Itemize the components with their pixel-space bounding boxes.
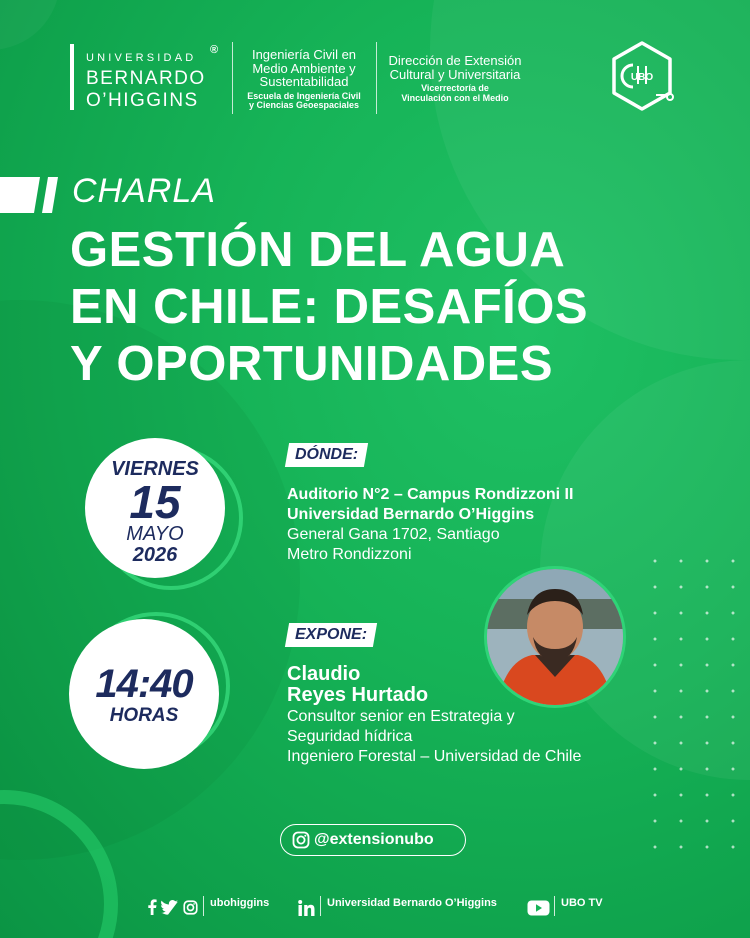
address: General Gana 1702, Santiago [287, 526, 500, 543]
footer-handle[interactable]: ubohiggins [210, 897, 270, 909]
youtube-icon[interactable] [527, 900, 550, 916]
time-unit: HORAS [109, 705, 179, 726]
event-title [70, 222, 710, 393]
footer-university[interactable]: Universidad Bernardo O’Higgins [327, 897, 497, 909]
logo-bar [70, 44, 74, 110]
logo-text-line3: O’HIGGINS [86, 90, 199, 111]
speaker-name-line1: Claudio [287, 663, 361, 685]
metro: Metro Rondizzoni [287, 546, 412, 563]
speaker-tag [285, 623, 377, 647]
cubo-logo-icon [606, 40, 678, 112]
speaker-photo [484, 566, 626, 708]
logo-text-line1: UNIVERSIDAD [86, 52, 197, 64]
registered-mark: ® [210, 44, 219, 56]
extension-block [382, 54, 528, 103]
date-month: MAYO [126, 523, 184, 545]
title-line: GESTIÓN DEL AGUA [70, 223, 566, 277]
facebook-icon[interactable] [146, 899, 158, 915]
venue: Auditorio N°2 – Campus Rondizzoni II [287, 486, 574, 503]
date-circle [85, 438, 225, 578]
instagram-handle: @extensionubo [314, 831, 434, 848]
linkedin-icon[interactable] [298, 900, 315, 916]
footer-divider [320, 896, 321, 916]
extension-line: Cultural y Universitaria [389, 66, 521, 82]
header-divider [232, 42, 233, 114]
school-subline: y Ciencias Geoespaciales [248, 100, 360, 111]
footer-tv[interactable]: UBO TV [561, 897, 603, 909]
time-value: 14:40 [95, 662, 193, 706]
date-weekday: VIERNES [111, 458, 199, 480]
speaker-role: Consultor senior en Estrategia y [287, 708, 515, 725]
title-line: EN CHILE: DESAFÍOS [70, 280, 589, 334]
extension-subline: Vinculación con el Medio [401, 92, 509, 103]
time-circle [69, 619, 219, 769]
speaker-role: Seguridad hídrica [287, 728, 413, 745]
instagram-handle-pill[interactable] [280, 824, 466, 856]
instagram-icon[interactable] [183, 900, 198, 915]
speaker-name-line2: Reyes Hurtado [287, 684, 429, 706]
speaker-portrait-icon [487, 569, 623, 705]
speaker-label: EXPONE: [295, 626, 368, 643]
dot-pattern [642, 548, 747, 868]
school-subline: Escuela de Ingeniería Civil [247, 90, 361, 101]
date-year: 2026 [132, 544, 178, 566]
speaker-role: Ingeniero Forestal – Universidad de Chile [287, 748, 582, 765]
instagram-icon [292, 831, 310, 849]
title-line: Y OPORTUNIDADES [70, 337, 554, 391]
school-line: Ingeniería Civil en [251, 47, 357, 62]
footer-divider [203, 896, 204, 916]
svg-text:UBO: UBO [630, 72, 654, 83]
logo-text-line2: BERNARDO [86, 68, 206, 89]
extension-subline: Vicerrectoría de [421, 83, 489, 94]
university-logo [70, 42, 220, 114]
extension-line: Dirección de Extensión [388, 53, 522, 68]
institution: Universidad Bernardo O’Higgins [287, 506, 535, 523]
header-divider [376, 42, 377, 114]
school-block [240, 48, 368, 111]
twitter-icon[interactable] [161, 900, 179, 915]
footer-divider [554, 896, 555, 916]
event-type: CHARLA [72, 172, 216, 210]
title-slashes-icon [0, 177, 70, 213]
where-info [287, 485, 573, 565]
date-day: 15 [129, 476, 181, 528]
where-tag [285, 443, 368, 467]
bg-arc [0, 0, 60, 50]
where-label: DÓNDE: [295, 446, 359, 463]
school-line: Medio Ambiente y [252, 60, 356, 76]
school-line: Sustentabilidad [259, 74, 349, 90]
